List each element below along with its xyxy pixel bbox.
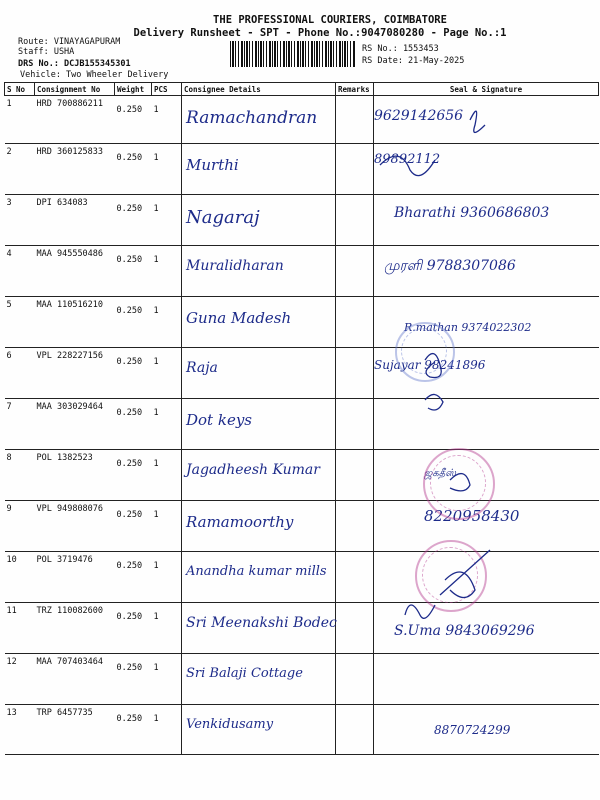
cell-sno: 4 [5, 246, 35, 297]
cell-pcs: 1 [152, 552, 182, 603]
cell-sno: 9 [5, 501, 35, 552]
cell-consignment: TRP 6457735 [35, 705, 115, 755]
cell-consignment: VPL 228227156 [35, 348, 115, 399]
cell-sno: 5 [5, 297, 35, 348]
cell-consignee [182, 450, 336, 501]
route-label: Route: VINAYAGAPURAM [18, 37, 121, 47]
cell-pcs: 1 [152, 195, 182, 246]
table-row [5, 654, 599, 705]
cell-consignee [182, 399, 336, 450]
table-header-row [5, 83, 599, 96]
seal-stamp [422, 547, 478, 603]
cell-sno: 12 [5, 654, 35, 705]
cell-weight: 0.250 [115, 96, 152, 144]
cell-remarks [336, 246, 374, 297]
col-weight: Weight [115, 83, 152, 96]
signature-handwriting: 8220958430 [424, 507, 520, 525]
document-subtitle: Delivery Runsheet - SPT - Phone No.:9047080280 - Page No.:1 [133, 27, 507, 39]
consignee-handwritten-name: Sri Meenakshi Bodec [186, 615, 337, 631]
cell-sno: 13 [5, 705, 35, 755]
signature-handwriting: Bharathi 9360686803 [394, 205, 550, 221]
cell-remarks [336, 195, 374, 246]
cell-consignee [182, 144, 336, 195]
cell-sno: 10 [5, 552, 35, 603]
col-consignment: Consignment No [35, 83, 115, 96]
signature-handwriting: ஜகதீஸ் [424, 468, 456, 479]
cell-pcs: 1 [152, 297, 182, 348]
consignee-handwritten-name: Anandha kumar mills [186, 564, 327, 579]
col-pcs: PCS [152, 83, 182, 96]
col-remarks: Remarks [336, 83, 374, 96]
cell-sno: 1 [5, 96, 35, 144]
col-consignee: Consignee Details [182, 83, 336, 96]
cell-consignment: VPL 949808076 [35, 501, 115, 552]
cell-pcs: 1 [152, 654, 182, 705]
cell-weight: 0.250 [115, 246, 152, 297]
rs-date: RS Date: 21-May-2025 [362, 56, 465, 66]
consignee-handwritten-name: Sri Balaji Cottage [186, 666, 303, 681]
cell-pcs: 1 [152, 399, 182, 450]
cell-signature [374, 246, 599, 297]
cell-consignee [182, 501, 336, 552]
signature-handwriting: R.mathan 9374022302 [404, 321, 532, 334]
cell-remarks [336, 297, 374, 348]
table-row [5, 399, 599, 450]
cell-signature [374, 501, 599, 552]
cell-signature [374, 603, 599, 654]
consignee-handwritten-name: Venkidusamy [186, 717, 274, 732]
cell-weight: 0.250 [115, 654, 152, 705]
col-sno: S No [5, 83, 35, 96]
cell-remarks [336, 552, 374, 603]
table-row [5, 552, 599, 603]
cell-weight: 0.250 [115, 195, 152, 246]
cell-remarks [336, 705, 374, 755]
cell-remarks [336, 399, 374, 450]
cell-remarks [336, 348, 374, 399]
cell-pcs: 1 [152, 144, 182, 195]
seal-stamp [401, 328, 447, 374]
consignee-handwritten-name: Ramachandran [186, 108, 318, 128]
table-row [5, 96, 599, 144]
table-row [5, 501, 599, 552]
cell-consignee [182, 348, 336, 399]
cell-remarks [336, 450, 374, 501]
cell-weight: 0.250 [115, 603, 152, 654]
cell-pcs: 1 [152, 96, 182, 144]
cell-consignment: MAA 707403464 [35, 654, 115, 705]
cell-pcs: 1 [152, 705, 182, 755]
cell-pcs: 1 [152, 501, 182, 552]
cell-consignee [182, 705, 336, 755]
cell-consignment: HRD 700886211 [35, 96, 115, 144]
signature-handwriting: 89892112 [374, 152, 441, 167]
rs-number: RS No.: 1553453 [362, 44, 439, 54]
signature-handwriting: 9629142656 [374, 108, 464, 124]
cell-consignee [182, 654, 336, 705]
cell-consignee [182, 297, 336, 348]
cell-consignee [182, 552, 336, 603]
cell-consignment: MAA 110516210 [35, 297, 115, 348]
table-row [5, 195, 599, 246]
cell-consignee [182, 603, 336, 654]
barcode [230, 41, 356, 67]
staff-label: Staff: USHA [18, 47, 75, 57]
consignee-handwritten-name: Dot keys [186, 411, 252, 429]
signature-handwriting: S.Uma 9843069296 [394, 623, 535, 639]
signature-handwriting: Sujayar 98241896 [374, 358, 486, 372]
table-row [5, 603, 599, 654]
seal-stamp [430, 455, 486, 511]
cell-signature [374, 96, 599, 144]
cell-sno: 8 [5, 450, 35, 501]
cell-consignment: MAA 945550486 [35, 246, 115, 297]
cell-remarks [336, 144, 374, 195]
cell-sno: 6 [5, 348, 35, 399]
cell-consignee [182, 195, 336, 246]
cell-consignment: HRD 360125833 [35, 144, 115, 195]
cell-consignment: TRZ 110082600 [35, 603, 115, 654]
cell-consignment: POL 3719476 [35, 552, 115, 603]
cell-weight: 0.250 [115, 450, 152, 501]
cell-consignee [182, 96, 336, 144]
cell-weight: 0.250 [115, 501, 152, 552]
consignee-handwritten-name: Muralidharan [186, 258, 284, 274]
consignee-handwritten-name: Nagaraj [186, 207, 260, 228]
cell-weight: 0.250 [115, 399, 152, 450]
cell-consignment: MAA 303029464 [35, 399, 115, 450]
document-title: THE PROFESSIONAL COURIERS, COIMBATORE [213, 14, 447, 26]
cell-remarks [336, 501, 374, 552]
table-row [5, 246, 599, 297]
cell-weight: 0.250 [115, 144, 152, 195]
consignee-handwritten-name: Ramamoorthy [186, 513, 294, 531]
cell-consignment: DPI 634083 [35, 195, 115, 246]
cell-signature [374, 195, 599, 246]
table-row [5, 297, 599, 348]
cell-pcs: 1 [152, 348, 182, 399]
cell-consignee [182, 246, 336, 297]
cell-pcs: 1 [152, 603, 182, 654]
cell-signature [374, 144, 599, 195]
cell-remarks [336, 603, 374, 654]
table-row [5, 144, 599, 195]
runsheet-table [4, 82, 599, 755]
cell-pcs: 1 [152, 246, 182, 297]
consignee-handwritten-name: Jagadheesh Kumar [186, 462, 320, 478]
cell-pcs: 1 [152, 450, 182, 501]
consignee-handwritten-name: Raja [186, 360, 218, 376]
col-seal: Seal & Signature [374, 83, 599, 96]
cell-sno: 3 [5, 195, 35, 246]
consignee-handwritten-name: Guna Madesh [186, 309, 292, 327]
consignee-handwritten-name: Murthi [186, 156, 239, 174]
cell-weight: 0.250 [115, 348, 152, 399]
cell-remarks [336, 96, 374, 144]
cell-remarks [336, 654, 374, 705]
cell-sno: 11 [5, 603, 35, 654]
cell-signature [374, 399, 599, 450]
cell-signature [374, 705, 599, 755]
drs-number: DRS No.: DCJB155345301 [18, 59, 131, 69]
cell-signature [374, 654, 599, 705]
cell-sno: 2 [5, 144, 35, 195]
table-row [5, 348, 599, 399]
signature-handwriting: முரளி 9788307086 [384, 258, 516, 274]
cell-consignment: POL 1382523 [35, 450, 115, 501]
table-row [5, 450, 599, 501]
signature-handwriting: 8870724299 [434, 723, 511, 737]
table-row [5, 705, 599, 755]
cell-weight: 0.250 [115, 297, 152, 348]
vehicle-label: Vehicle: Two Wheeler Delivery [20, 70, 169, 80]
cell-weight: 0.250 [115, 705, 152, 755]
cell-sno: 7 [5, 399, 35, 450]
cell-weight: 0.250 [115, 552, 152, 603]
